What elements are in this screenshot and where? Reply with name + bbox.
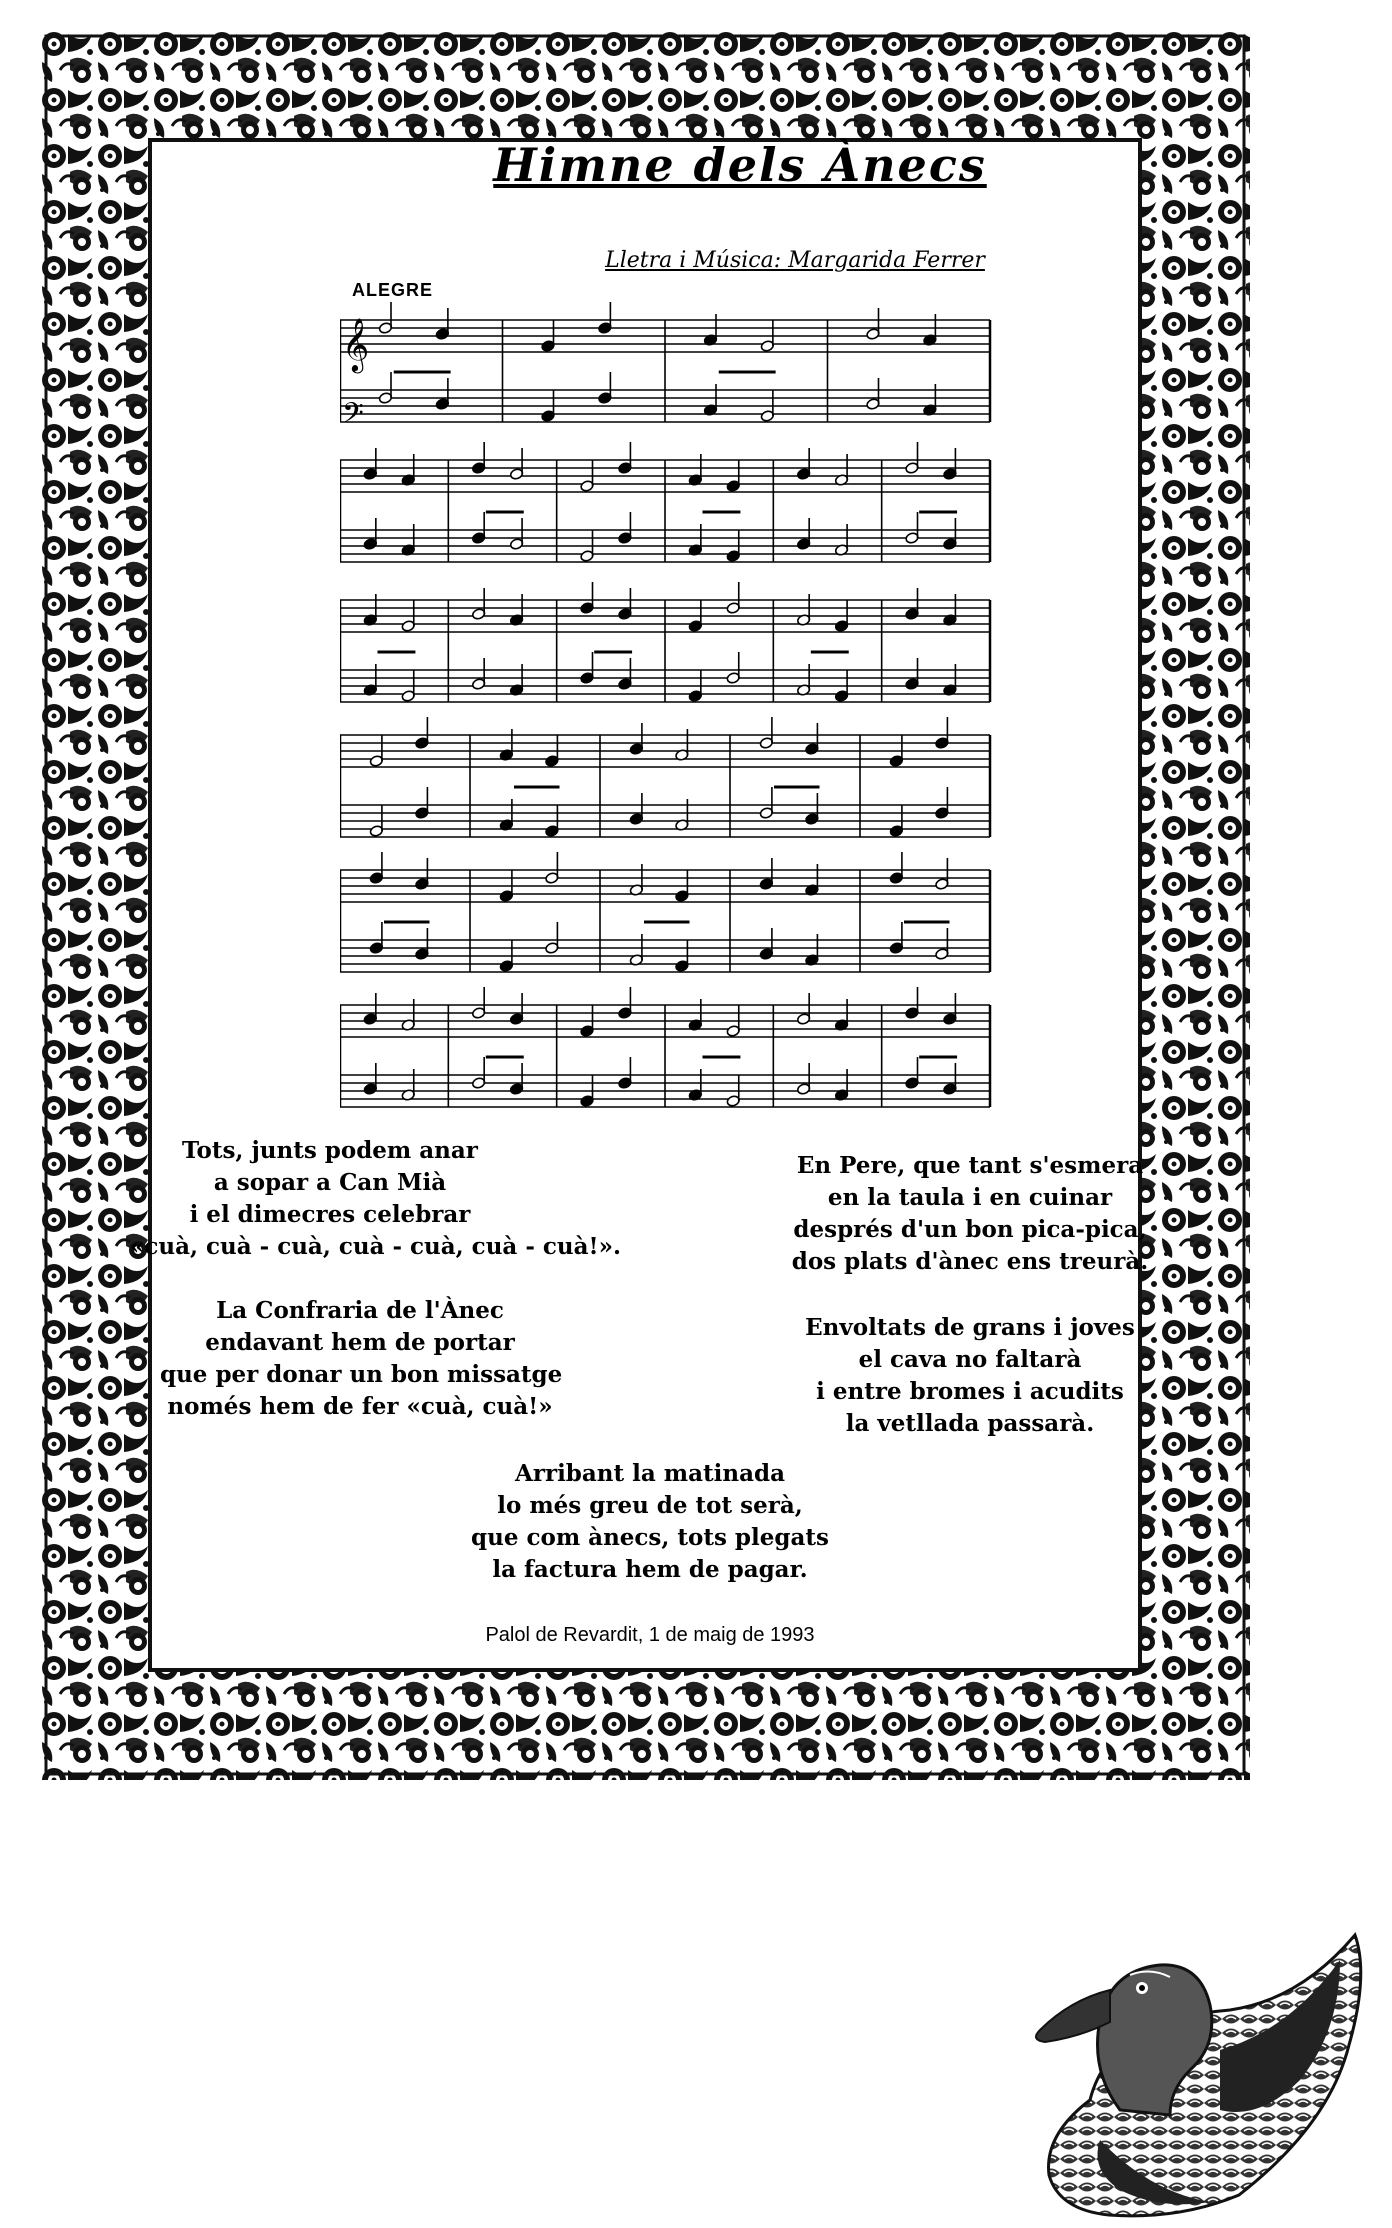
verse-5 xyxy=(450,1458,850,1586)
verse-line: dos plats d'ànec ens treurà. xyxy=(791,1248,1149,1275)
music-score xyxy=(340,300,1000,1140)
verse-line: que com ànecs, tots plegats xyxy=(471,1524,829,1551)
verse-line: la vetllada passarà. xyxy=(845,1410,1095,1437)
verse-line: el cava no faltarà xyxy=(858,1346,1082,1373)
verse-line: la factura hem de pagar. xyxy=(492,1556,808,1583)
verse-line: Arribant la matinada xyxy=(514,1460,785,1487)
verse-line: i entre bromes i acudits xyxy=(816,1378,1124,1405)
verse-line: «cuà, cuà - cuà, cuà - cuà, cuà - cuà!». xyxy=(130,1233,621,1260)
verse-line: La Confraria de l'Ànec xyxy=(216,1297,504,1324)
verse-line: endavant hem de portar xyxy=(205,1329,515,1356)
verse-line: i el dimecres celebrar xyxy=(189,1201,471,1228)
verse-line: en la taula i en cuinar xyxy=(827,1184,1113,1211)
verse-line: que per donar un bon missatge xyxy=(160,1361,563,1388)
place-date: Palol de Revardit, 1 de maig de 1993 xyxy=(485,1624,815,1646)
verse-line: Envoltats de grans i joves xyxy=(805,1314,1135,1341)
svg-text:𝄢: 𝄢 xyxy=(342,397,364,437)
verse-line: lo més greu de tot serà, xyxy=(497,1492,803,1519)
verse-line: a sopar a Can Mià xyxy=(213,1169,447,1196)
svg-text:𝄞: 𝄞 xyxy=(342,317,370,371)
verse-1 xyxy=(130,1135,621,1263)
tempo-marking: ALEGRE xyxy=(352,280,434,300)
verse-line: Tots, junts podem anar xyxy=(182,1137,478,1164)
verse-4 xyxy=(770,1312,1170,1440)
verse-2 xyxy=(160,1295,563,1423)
verse-3 xyxy=(770,1150,1170,1278)
verse-line: només hem de fer «cuà, cuà!» xyxy=(167,1393,553,1420)
verse-line: després d'un bon pica-pica, xyxy=(793,1216,1147,1243)
song-credit: Lletra i Música: Margarida Ferrer xyxy=(605,248,985,273)
verse-line: En Pere, que tant s'esmera xyxy=(796,1152,1144,1179)
duck-icon xyxy=(970,1900,1375,2220)
song-title: Himne dels Ànecs xyxy=(493,138,987,192)
